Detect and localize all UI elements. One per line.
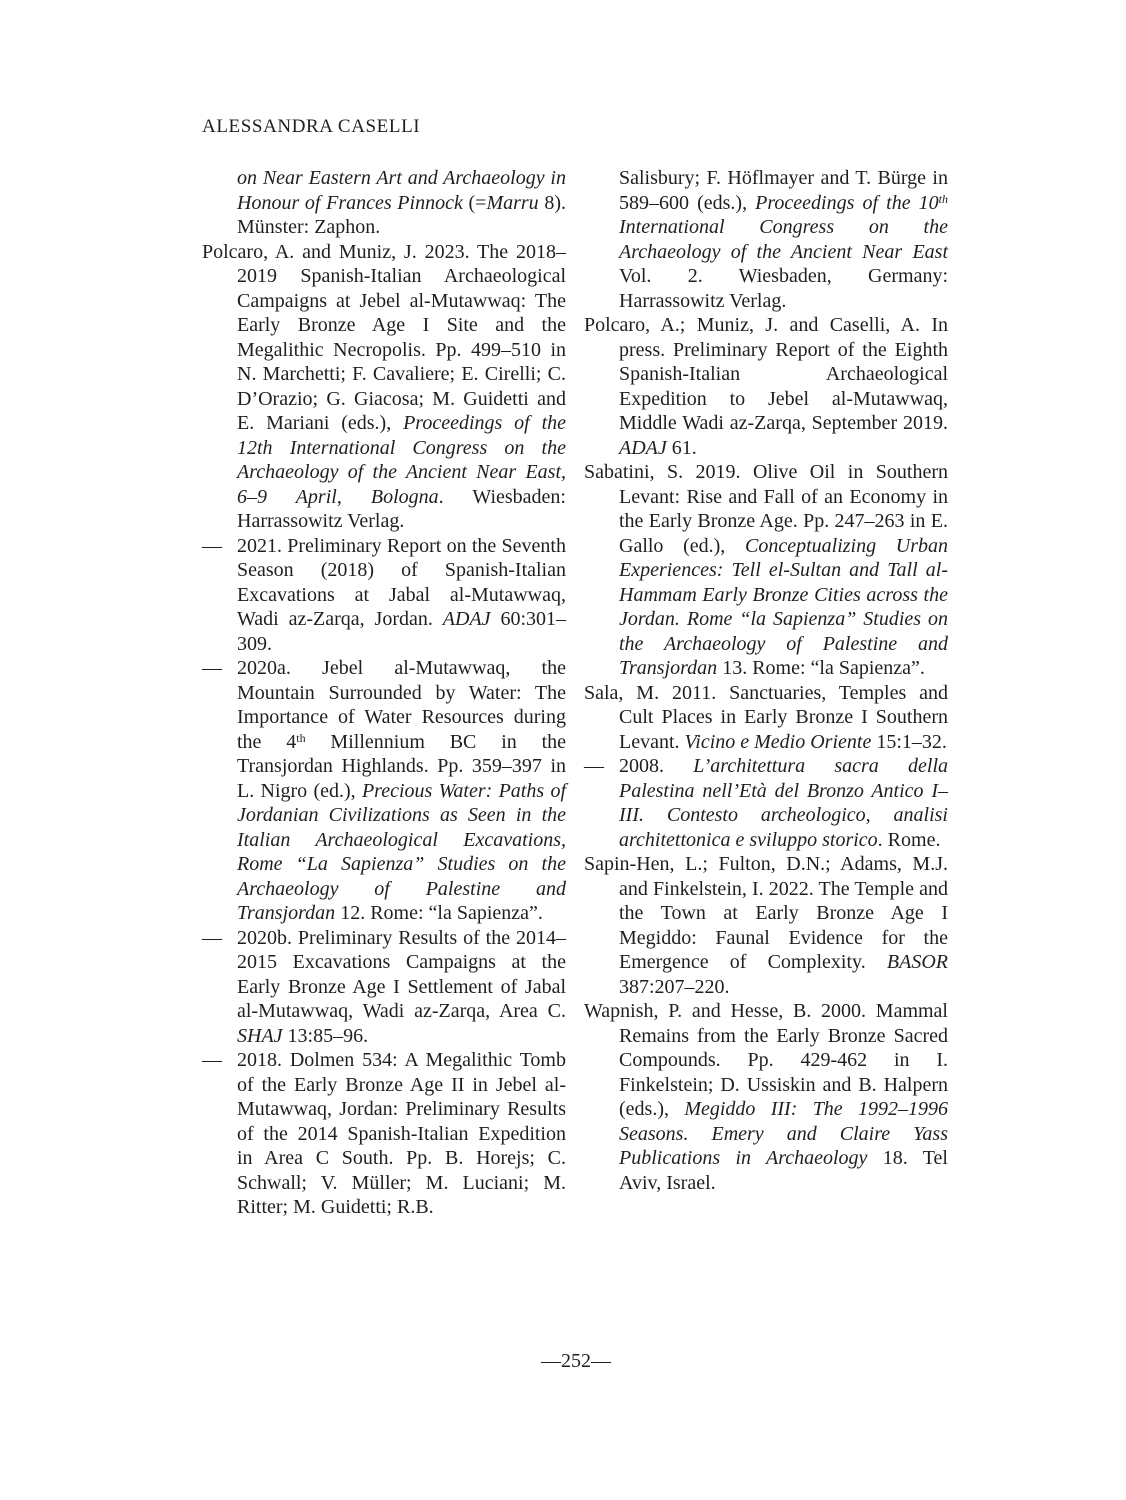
- bibliography-entry: [202, 1048, 566, 1220]
- entry-text-segment: Sabatini, S. 2019. Olive Oil in Southern Levant: Rise and Fall of an Economy in the Early Bronze Age. Pp. 247–263 in E. Gallo (ed.),: [584, 461, 948, 557]
- bibliography-entry: [584, 460, 948, 681]
- entry-text-segment: 60:301–309.: [237, 608, 567, 655]
- bibliography-entry: [584, 754, 948, 852]
- entry-text-segment: Megiddo III: The 1992–1996 Seasons. Emery and Claire Yass Publications in Archaeology: [619, 1098, 949, 1169]
- bibliography-entry: [584, 999, 948, 1195]
- entry-dash: —: [202, 534, 222, 557]
- bibliography-entry: [202, 240, 566, 534]
- entry-text-segment: Polcaro, A.; Muniz, J. and Caselli, A. In press. Preliminary Report of the Eighth Spanish-Italian Archaeological Expedition to Jebel al-Mutawwaq, Middle Wadi az-Zarqa, September 2019.: [584, 314, 948, 434]
- entry-text-segment: Conceptualizing Urban Experiences: Tell el-Sultan and Tall al-Hammam Early Bronze Cities across the Jordan. Rome “la Sapienza” Studies on the Archaeology of Palestine and Transjordan: [619, 534, 948, 679]
- entry-text-segment: ADAJ: [442, 608, 491, 630]
- entry-text-segment: International Congress on the Archaeology of the Ancient Near East: [619, 216, 948, 263]
- entry-text-segment: Wapnish, P. and Hesse, B. 2000. Mammal Remains from the Early Bronze Sacred Compounds. Pp. 429-462 in I. Finkelstein; D. Ussiskin and B. Halpern (eds.),: [584, 1000, 948, 1120]
- entry-text-segment: 2020b. Preliminary Results of the 2014–2015 Excavations Campaigns at the Early Bronze Age I Settlement of Jabal al-Mutawwaq, Wadi az-Zarqa, Area C.: [237, 926, 566, 1022]
- entry-text-segment: Vicino e Medio Oriente: [684, 730, 872, 753]
- entry-text-segment: Proceedings of the 10: [755, 191, 939, 214]
- bibliography-entry: [584, 681, 948, 755]
- entry-text-segment: 13:85–96.: [282, 1024, 369, 1047]
- entry-text-segment: BASOR: [886, 951, 948, 973]
- entry-text-segment: Marru: [486, 191, 539, 214]
- entry-text-segment: . Wiesbaden: Harrassowitz Verlag.: [237, 485, 566, 532]
- bibliography-entry: [202, 166, 566, 240]
- entry-text-segment: 2020a. Jebel al-Mutawwaq, the Mountain Surrounded by Water: The Importance of Water Resources during the 4: [237, 657, 566, 753]
- entry-text-segment: Polcaro, A. and Muniz, J. 2023. The 2018–2019 Spanish-Italian Archaeological Campaigns at Jebel al-Mutawwaq: The Early Bronze Age I Site and the Megalithic Necropolis. Pp. 499–510 in N. Marchetti; F. Cavaliere; E. Cirelli; C. D’Orazio; G. Giacosa; M. Guidetti and E. Mariani (eds.),: [202, 240, 566, 434]
- entry-dash: —: [202, 657, 222, 679]
- entry-text-segment: SHAJ: [237, 1024, 283, 1047]
- entry-text-segment: 18. Tel Aviv, Israel.: [619, 1147, 948, 1194]
- bibliography-entry: [584, 166, 948, 313]
- entry-dash: —: [202, 1049, 222, 1071]
- entry-text-segment: 13. Rome: “la Sapienza”.: [717, 657, 925, 679]
- bibliography-entry: [584, 313, 948, 460]
- bibliography-entry: [202, 534, 566, 657]
- entry-text-segment: th: [938, 191, 949, 206]
- entry-text-segment: 2008.: [619, 755, 694, 777]
- entry-text-segment: Salisbury; F. Höflmayer and T. Bürge in 589–600 (eds.),: [619, 167, 948, 214]
- entry-text-segment: Precious Water: Paths of Jordanian Civilizations as Seen in the Italian Archaeological Excavations, Rome “La Sapienza” Studies on the Archaeology of Palestine and Transjordan: [237, 779, 566, 924]
- entry-dash: —: [202, 926, 222, 949]
- entry-text-segment: Proceedings of the 12th International Congress on the Archaeology of the Ancient Near East, 6–9 April, Bologna: [237, 412, 567, 508]
- entry-text-segment: Sapin-Hen, L.; Fulton, D.N.; Adams, M.J. and Finkelstein, I. 2022. The Temple and the Town at Early Bronze Age I Megiddo: Faunal Evidence for the Emergence of Complexity.: [584, 853, 948, 973]
- entry-text-segment: 2021. Preliminary Report on the Seventh Season (2018) of Spanish-Italian Excavations at Jabal al-Mutawwaq, Wadi az-Zarqa, Jordan.: [237, 534, 566, 630]
- bibliography-entry: [202, 926, 566, 1049]
- bibliography-entry: [584, 852, 948, 999]
- entry-text-segment: ADAJ: [619, 436, 667, 459]
- entry-text-segment: 15:1–32.: [871, 730, 947, 753]
- entry-text-segment: Sala, M. 2011. Sanctuaries, Temples and Cult Places in Early Bronze I Southern Levant.: [584, 681, 948, 753]
- bibliography-column-left: [202, 166, 566, 1220]
- entry-text-segment: Millennium BC in the Transjordan Highlands. Pp. 359–397 in L. Nigro (ed.),: [237, 730, 566, 802]
- entry-text-segment: 2018. Dolmen 534: A Megalithic Tomb of the Early Bronze Age II in Jebel al-Mutawwaq, Jordan: Preliminary Results of the 2014 Spanish-Italian Expedition in Area C South. Pp. B. Horejs; C. Schwall; V. Müller; M. Luciani; M. Ritter; M. Guidetti; R.B.: [237, 1049, 566, 1218]
- entry-text-segment: 61.: [666, 436, 697, 459]
- entry-text-segment: 387:207–220.: [619, 975, 730, 998]
- entry-text-segment: on Near Eastern Art and Archaeology in Honour of Frances Pinnock: [237, 167, 566, 214]
- page-number: —252—: [541, 1350, 611, 1372]
- running-header: ALESSANDRA CASELLI: [202, 116, 421, 137]
- bibliography-column-right: [584, 166, 948, 1195]
- bibliography-entry: [202, 656, 566, 926]
- entry-text-segment: 8). Münster: Zaphon.: [237, 191, 566, 238]
- entry-dash: —: [584, 755, 604, 777]
- entry-text-segment: . Rome.: [877, 828, 941, 851]
- entry-text-segment: Vol. 2. Wiesbaden, Germany: Harrassowitz Verlag.: [619, 265, 948, 312]
- entry-text-segment: L’architettura sacra della Palestina nell’Età del Bronzo Antico I–III. Contesto archeologico, analisi architettonica e sviluppo storico: [619, 755, 949, 851]
- entry-text-segment: (=: [462, 191, 487, 214]
- entry-text-segment: th: [296, 730, 306, 745]
- entry-text-segment: 12. Rome: “la Sapienza”.: [335, 902, 543, 924]
